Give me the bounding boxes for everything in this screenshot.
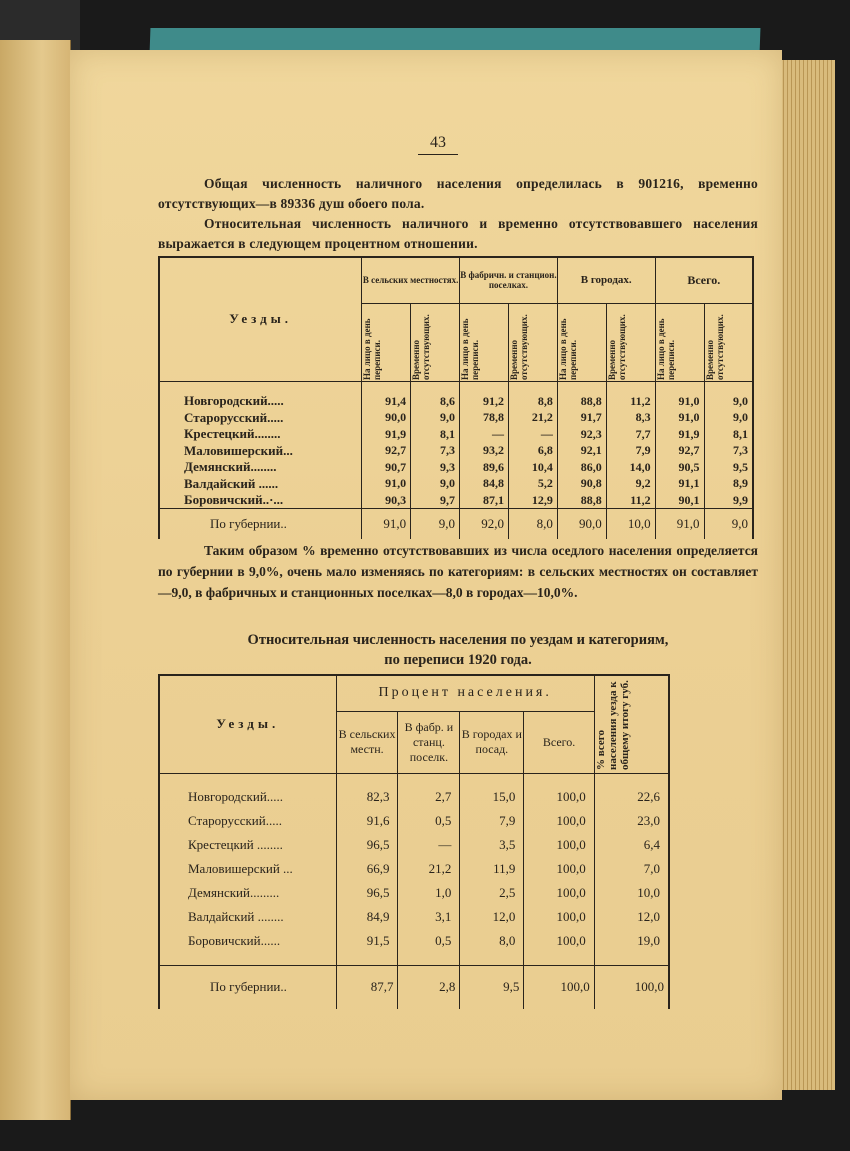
row-name: Старорусский..... <box>159 809 336 833</box>
table-row <box>159 809 669 833</box>
cell-value: 1,0 <box>398 881 460 905</box>
group-cities: В городах. <box>557 257 655 303</box>
row-name: Демянский......... <box>159 881 336 905</box>
row-name: Новгородский..... <box>159 785 336 809</box>
row-name: Боровичский...... <box>159 929 336 953</box>
cell-value: 91,9 <box>362 426 411 443</box>
cell-value: 91,9 <box>655 426 704 443</box>
sub-present: На лицо в день переписи. <box>362 318 383 380</box>
cell-value: 9,0 <box>704 410 753 427</box>
total-value: 90,0 <box>557 509 606 539</box>
cell-value: 78,8 <box>460 410 509 427</box>
cell-value: 12,0 <box>594 905 669 929</box>
cell-value: 21,2 <box>398 857 460 881</box>
total-value: 87,7 <box>336 965 398 1009</box>
cell-value: 11,9 <box>460 857 524 881</box>
group-total: Всего. <box>655 257 753 303</box>
row-name: Валдайский ........ <box>159 905 336 929</box>
cell-value: 9,7 <box>411 492 460 509</box>
sub-present: На лицо в день переписи. <box>460 318 481 380</box>
cell-value: 90,8 <box>557 476 606 493</box>
cell-value: 88,8 <box>557 393 606 410</box>
cell-value: 7,3 <box>704 443 753 460</box>
cell-value: 91,1 <box>655 476 704 493</box>
cell-value: 100,0 <box>524 929 594 953</box>
total-row <box>159 965 669 1009</box>
table-row <box>159 905 669 929</box>
col-total: Всего. <box>524 711 594 773</box>
cell-value: 9,0 <box>411 476 460 493</box>
row-name: Маловишерский ... <box>159 857 336 881</box>
cell-value: 90,1 <box>655 492 704 509</box>
row-name: Валдайский ...... <box>159 476 362 493</box>
page-number: 43 <box>408 134 468 155</box>
cell-value: 84,9 <box>336 905 398 929</box>
cell-value: 8,0 <box>460 929 524 953</box>
sub-absent: Временно отсутствующих. <box>508 314 529 380</box>
total-value: 91,0 <box>362 509 411 539</box>
total-value: 9,0 <box>411 509 460 539</box>
sub-absent: Временно отсутствующих. <box>411 314 432 380</box>
cell-value: 87,1 <box>460 492 509 509</box>
cell-value: 89,6 <box>460 459 509 476</box>
cell-value: 14,0 <box>606 459 655 476</box>
total-value: 8,0 <box>508 509 557 539</box>
population-share-table <box>158 674 670 1009</box>
cell-value: 23,0 <box>594 809 669 833</box>
total-value: 9,0 <box>704 509 753 539</box>
cell-value: 2,7 <box>398 785 460 809</box>
table-row <box>159 929 669 953</box>
cell-value: 8,8 <box>508 393 557 410</box>
cell-value: 92,3 <box>557 426 606 443</box>
cell-value: 9,0 <box>411 410 460 427</box>
cell-value: 9,5 <box>704 459 753 476</box>
total-row <box>159 509 753 539</box>
cell-value: 6,8 <box>508 443 557 460</box>
cell-value: 90,3 <box>362 492 411 509</box>
col-factory: В фабр. и станц. поселк. <box>398 711 460 773</box>
table-row <box>159 857 669 881</box>
cell-value: 12,0 <box>460 905 524 929</box>
cell-value: 100,0 <box>524 833 594 857</box>
second-paragraph: Относительная численность наличного и временно отсутствовавшего населения выражается в следующем процентном отношении. <box>158 216 758 251</box>
group-rural: В сельских местностях. <box>362 257 460 303</box>
cell-value: 9,0 <box>704 393 753 410</box>
row-name: Крестецкий........ <box>159 426 362 443</box>
cell-value: 86,0 <box>557 459 606 476</box>
cell-value: 91,0 <box>655 393 704 410</box>
total-value: 100,0 <box>594 965 669 1009</box>
heading-line-1: Относительная численность населения по уездам и категориям, <box>247 632 669 648</box>
table-row <box>159 476 753 493</box>
book-page <box>70 50 782 1100</box>
table-row <box>159 393 753 410</box>
cell-value: 9,2 <box>606 476 655 493</box>
cell-value: 11,2 <box>606 492 655 509</box>
heading-line-2: по переписи 1920 года. <box>384 652 532 668</box>
total-value: 100,0 <box>524 965 594 1009</box>
sub-present: На лицо в день переписи. <box>655 318 676 380</box>
row-name: Новгородский..... <box>159 393 362 410</box>
left-page-edge <box>0 40 71 1120</box>
cell-value: 10,4 <box>508 459 557 476</box>
table-row <box>159 785 669 809</box>
sub-absent: Временно отсутствующих. <box>606 314 627 380</box>
cell-value: 92,7 <box>655 443 704 460</box>
cell-value: 91,0 <box>655 410 704 427</box>
cell-value: 12,9 <box>508 492 557 509</box>
col-rural: В сельских местн. <box>336 711 398 773</box>
cell-value: 91,0 <box>362 476 411 493</box>
cell-value: 8,3 <box>606 410 655 427</box>
table-row <box>159 426 753 443</box>
col-cities: В городах и посад. <box>460 711 524 773</box>
row-name: Демянский........ <box>159 459 362 476</box>
col-share: % всего населения уезда к общему итогу губ. <box>594 680 631 771</box>
cell-value: 100,0 <box>524 785 594 809</box>
cell-value: 91,2 <box>460 393 509 410</box>
cell-value: 7,7 <box>606 426 655 443</box>
cell-value: 6,4 <box>594 833 669 857</box>
cell-value: 92,1 <box>557 443 606 460</box>
cell-value: 0,5 <box>398 929 460 953</box>
cell-value: 84,8 <box>460 476 509 493</box>
cell-value: 90,0 <box>362 410 411 427</box>
sub-absent: Временно отсутствующих. <box>704 314 725 380</box>
cell-value: 82,3 <box>336 785 398 809</box>
cell-value: 88,8 <box>557 492 606 509</box>
cell-value: — <box>398 833 460 857</box>
cell-value: 93,2 <box>460 443 509 460</box>
col-uezdy-2: Уезды. <box>159 675 336 773</box>
cell-value: 8,9 <box>704 476 753 493</box>
cell-value: 100,0 <box>524 881 594 905</box>
cell-value: 8,6 <box>411 393 460 410</box>
group-factory: В фабричн. и станцион. поселках. <box>460 257 558 303</box>
cell-value: 8,1 <box>704 426 753 443</box>
table-row <box>159 459 753 476</box>
cell-value: 66,9 <box>336 857 398 881</box>
cell-value: 7,3 <box>411 443 460 460</box>
cell-value: — <box>460 426 509 443</box>
cell-value: 7,0 <box>594 857 669 881</box>
cell-value: 96,5 <box>336 833 398 857</box>
cell-value: 22,6 <box>594 785 669 809</box>
cell-value: 3,1 <box>398 905 460 929</box>
total-value: 2,8 <box>398 965 460 1009</box>
row-name: Боровичский..·... <box>159 492 362 509</box>
cell-value: 91,4 <box>362 393 411 410</box>
cell-value: 92,7 <box>362 443 411 460</box>
cell-value: 5,2 <box>508 476 557 493</box>
cell-value: 100,0 <box>524 905 594 929</box>
cell-value: 91,5 <box>336 929 398 953</box>
cell-value: 100,0 <box>524 809 594 833</box>
cell-value: 96,5 <box>336 881 398 905</box>
col-uezdy: Уезды. <box>159 257 362 381</box>
cell-value: 2,5 <box>460 881 524 905</box>
attendance-table <box>158 256 754 539</box>
intro-paragraph: Общая численность наличного населения определилась в 901216, временно отсутствующих—в 89336 душ обоего пола. <box>158 176 758 211</box>
table-row <box>159 410 753 427</box>
cell-value: 91,7 <box>557 410 606 427</box>
cell-value: — <box>508 426 557 443</box>
total-value: 91,0 <box>655 509 704 539</box>
cell-value: 90,7 <box>362 459 411 476</box>
total-label: По губернии.. <box>159 965 336 1009</box>
row-name: Крестецкий ........ <box>159 833 336 857</box>
cell-value: 3,5 <box>460 833 524 857</box>
cell-value: 7,9 <box>606 443 655 460</box>
sub-present: На лицо в день переписи. <box>557 318 578 380</box>
table-row <box>159 881 669 905</box>
table-row <box>159 833 669 857</box>
cell-value: 9,9 <box>704 492 753 509</box>
cell-value: 8,1 <box>411 426 460 443</box>
cell-value: 7,9 <box>460 809 524 833</box>
cell-value: 21,2 <box>508 410 557 427</box>
cell-value: 9,3 <box>411 459 460 476</box>
cell-value: 100,0 <box>524 857 594 881</box>
cell-value: 10,0 <box>594 881 669 905</box>
total-value: 9,5 <box>460 965 524 1009</box>
row-name: Маловишерский... <box>159 443 362 460</box>
table-row <box>159 492 753 509</box>
row-name: Старорусский..... <box>159 410 362 427</box>
cell-value: 0,5 <box>398 809 460 833</box>
cell-value: 90,5 <box>655 459 704 476</box>
cell-value: 15,0 <box>460 785 524 809</box>
total-label: По губернии.. <box>159 509 362 539</box>
cell-value: 91,6 <box>336 809 398 833</box>
table-row <box>159 443 753 460</box>
cell-value: 11,2 <box>606 393 655 410</box>
cell-value: 19,0 <box>594 929 669 953</box>
group-percent: Процент населения. <box>336 675 594 711</box>
table2-heading <box>158 630 758 670</box>
total-value: 92,0 <box>460 509 509 539</box>
conclusion-paragraph: Таким образом % временно отсутствовавших из числа оседлого населения определяется по губернии в 9,0%, очень мало изменяясь по категориям: в сельских местностях он составляет—9,0, в фабричных и станционных поселках—8,0 в городах—10,0%. <box>158 543 758 600</box>
total-value: 10,0 <box>606 509 655 539</box>
